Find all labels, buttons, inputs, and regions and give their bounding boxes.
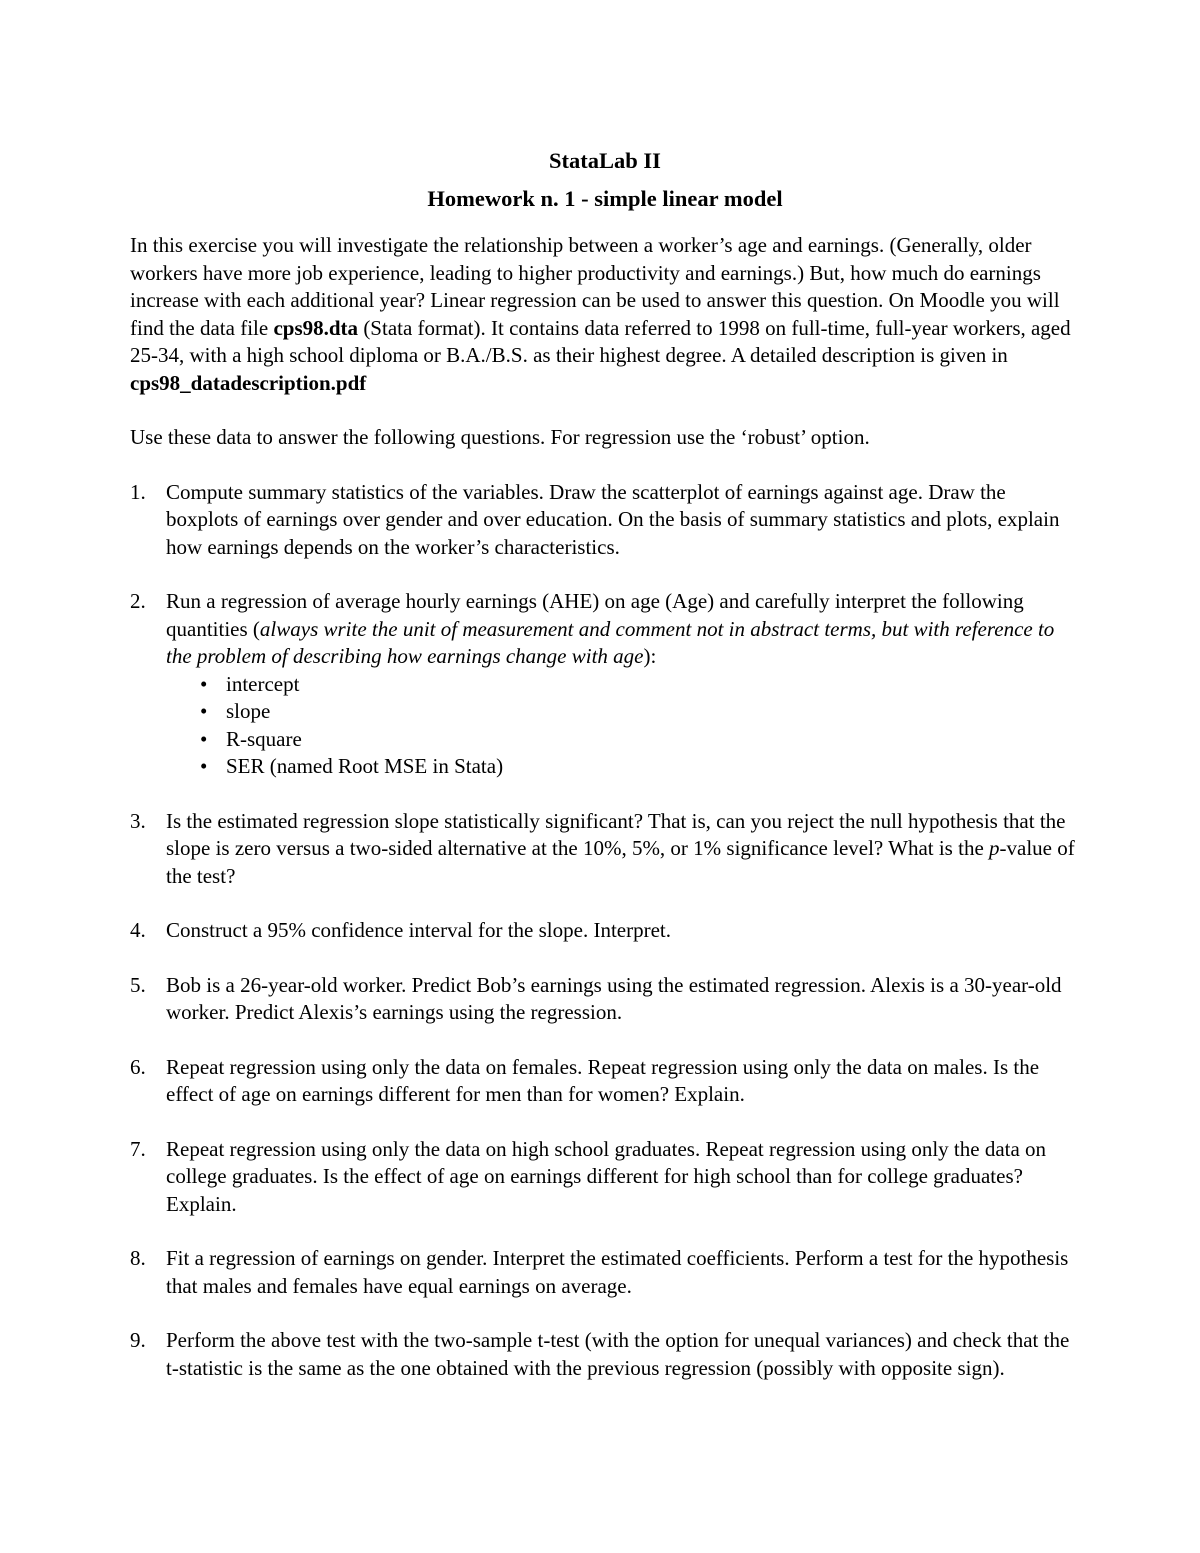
question-number: 5. — [130, 972, 146, 997]
question-text: Run a regression of average hourly earnings (AHE) on age (Age) and carefully interpret the following quantities ( — [166, 589, 1024, 641]
question-text-after: -value of the test? — [166, 836, 1075, 888]
bullet-item: • SER (named Root MSE in Stata) — [200, 753, 1080, 781]
question-text: Repeat regression using only the data on females. Repeat regression using only the data on males. Is the effect of age on earnings different for men than for women? Explain. — [166, 1054, 1040, 1106]
document-page — [130, 142, 1080, 1409]
question-text: Perform the above test with the two-sample t-test (with the option for unequal variances) and check that the t-statistic is the same as the one obtained with the previous regression (possibly with opposite sign). — [166, 1328, 1070, 1380]
question-number: 1. — [130, 479, 146, 504]
description-file-name: cps98_datadescription.pdf — [130, 370, 367, 395]
question-7 — [130, 1136, 1080, 1219]
document-subtitle: Homework n. 1 - simple linear model — [427, 186, 783, 211]
question-text: Construct a 95% confidence interval for the slope. Interpret. — [166, 918, 671, 942]
question-number: 7. — [130, 1136, 146, 1161]
question-8 — [130, 1245, 1080, 1300]
intro-text-middle: (Stata format). It contains data referred to 1998 on full-time, full-year workers, aged 25-34, with a high school diploma or B.A./B.S. as their highest degree. A detailed description is given in — [130, 315, 1071, 367]
question-list — [130, 479, 1080, 1383]
data-file-name: cps98.dta — [273, 315, 359, 340]
bullet-icon: • — [200, 671, 208, 696]
question-text: Compute summary statistics of the variables. Draw the scatterplot of earnings against age. Draw the boxplots of earnings over gender and over education. On the basis of summary statistics and plots, explain how earnings depends on the worker’s characteristics. — [166, 479, 1060, 559]
question-number: 2. — [130, 589, 146, 613]
bullet-item: • slope — [200, 698, 1080, 726]
question-text: Fit a regression of earnings on gender. Interpret the estimated coefficients. Perform a test for the hypothesis that males and females have equal earnings on average. — [166, 1246, 1069, 1298]
question-text: Repeat regression using only the data on high school graduates. Repeat regression using only the data on college graduates. Is the effect of age on earnings different for high school than for college graduates? Explain. — [166, 1136, 1047, 1216]
bullet-icon: • — [200, 699, 208, 723]
question-number: 8. — [130, 1246, 146, 1270]
question-number: 6. — [130, 1054, 146, 1079]
bullet-item: • intercept — [200, 671, 1080, 699]
question-2 — [130, 588, 1080, 781]
question-text: Bob is a 26-year-old worker. Predict Bob’s earnings using the estimated regression. Alexis is a 30-year-old worker. Predict Alexis’s earnings using the regression. — [166, 972, 1062, 1024]
bullet-item: • R-square — [200, 726, 1080, 754]
bullet-icon: • — [200, 754, 208, 778]
question-4 — [130, 917, 1080, 945]
instructions-paragraph: Use these data to answer the following questions. For regression use the ‘robust’ option. — [130, 425, 870, 449]
question-number: 4. — [130, 918, 146, 942]
bullet-icon: • — [200, 726, 208, 751]
question-number: 3. — [130, 808, 146, 833]
bullet-list — [166, 671, 1080, 781]
question-5 — [130, 972, 1080, 1027]
question-3 — [130, 808, 1080, 891]
question-italic-text: p — [989, 836, 1000, 860]
intro-text: In this exercise you will investigate the relationship between a worker’s age and earnings. (Generally, older workers have more job experience, leading to higher productivity and earnings.) But, how much do earnings increase with each additional year? Linear regression can be used to answer this question. On Moodle you will find the data file — [130, 233, 1060, 340]
question-number: 9. — [130, 1328, 146, 1352]
question-1 — [130, 479, 1080, 562]
question-text: Is the estimated regression slope statistically significant? That is, can you reject the null hypothesis that the slope is zero versus a two-sided alternative at the 10%, 5%, or 1% significance level? What is the — [166, 808, 1066, 860]
document-title: StataLab II — [549, 148, 661, 173]
intro-paragraph — [130, 232, 1080, 397]
question-9 — [130, 1327, 1080, 1382]
question-text-after: ): — [643, 644, 657, 668]
question-italic-text: always write the unit of measurement and comment not in abstract terms, but with reference to the problem of describing how earnings change with age — [166, 616, 1055, 668]
question-6 — [130, 1054, 1080, 1109]
